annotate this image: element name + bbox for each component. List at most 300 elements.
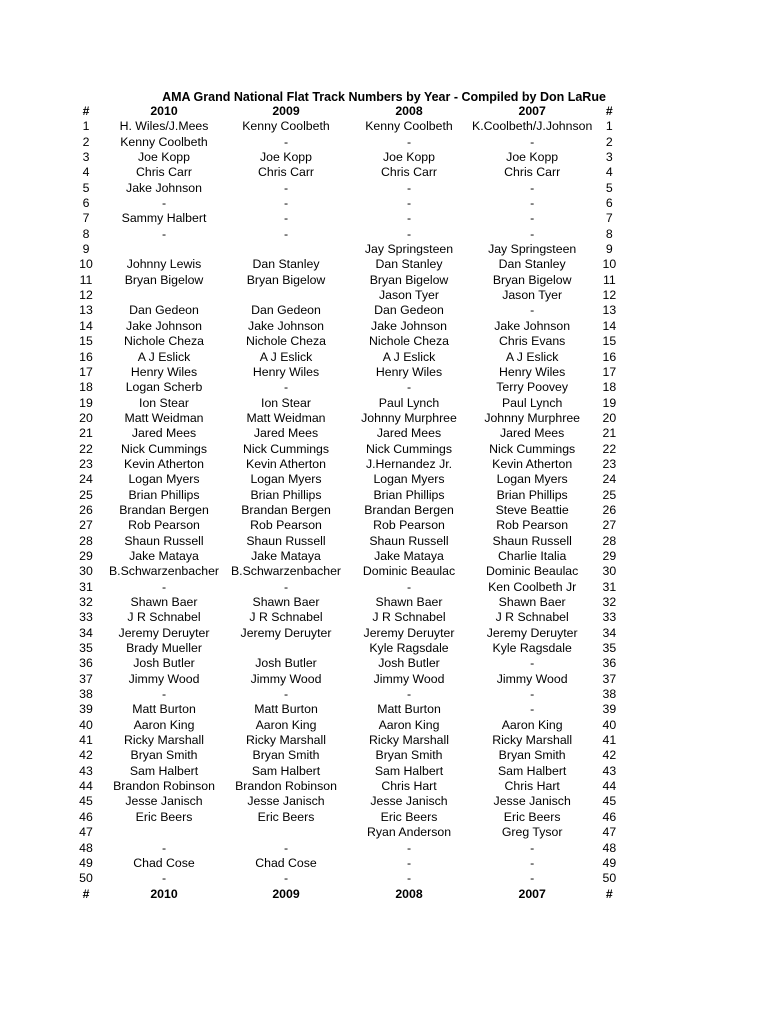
cell-2009: A J Eslick	[259, 349, 313, 364]
cell-2007: Jeremy Deruyter	[486, 625, 578, 640]
table-row	[70, 273, 626, 288]
table-row	[70, 687, 626, 702]
cell-number-left: 5	[82, 180, 90, 195]
cell-2007: -	[530, 180, 535, 195]
cell-2009: Rob Pearson	[250, 518, 322, 533]
cell-2010: Logan Scherb	[125, 380, 203, 395]
footer-year-2008: 2008	[395, 886, 423, 901]
cell-number-left: 41	[79, 733, 93, 748]
cell-number-right: 20	[602, 410, 617, 425]
table-row	[70, 503, 626, 518]
header-number-left: #	[82, 104, 90, 118]
table-row	[70, 426, 626, 441]
cell-2007: Greg Tysor	[501, 825, 563, 840]
cell-2009: B.Schwarzenbacher	[230, 564, 342, 579]
cell-2008: Jeremy Deruyter	[363, 625, 455, 640]
table-row	[70, 211, 626, 226]
table-row	[70, 518, 626, 533]
cell-2009	[226, 288, 346, 303]
table-row	[70, 196, 626, 211]
cell-2009: -	[283, 226, 289, 241]
table-row	[70, 181, 626, 196]
cell-2010: Bryan Bigelow	[124, 272, 204, 287]
cell-number-left: 15	[79, 334, 93, 349]
cell-number-left: 7	[82, 211, 90, 226]
footer-year-2009: 2009	[272, 886, 300, 901]
cell-number-left: 14	[79, 318, 93, 333]
cell-2008: Henry Wiles	[375, 364, 443, 379]
cell-2007: Bryan Smith	[498, 748, 566, 763]
cell-number-left: 49	[79, 855, 93, 870]
table-body	[70, 119, 626, 886]
cell-2009: Chris Carr	[257, 165, 315, 180]
footer-year-2010: 2010	[150, 886, 178, 901]
cell-number-right: 47	[602, 825, 617, 840]
cell-number-left: 27	[79, 518, 93, 533]
table-row	[70, 841, 626, 856]
cell-number-right: 42	[602, 748, 617, 763]
header-year-2009: 2009	[272, 104, 300, 118]
cell-number-right: 43	[602, 763, 617, 778]
cell-number-left: 40	[79, 717, 93, 732]
cell-2008: -	[406, 687, 412, 702]
cell-2010: -	[161, 687, 167, 702]
cell-2008: Ricky Marshall	[369, 733, 449, 748]
footer-year-2007: 2007	[518, 886, 546, 901]
table-row	[70, 227, 626, 242]
cell-2008: Bryan Bigelow	[369, 272, 449, 287]
table-row	[70, 748, 626, 763]
cell-2009: Eric Beers	[257, 809, 315, 824]
cell-2010: Henry Wiles	[130, 364, 198, 379]
cell-2010: Brandon Robinson	[113, 779, 215, 794]
table-row	[70, 119, 626, 134]
cell-2010: A J Eslick	[137, 349, 191, 364]
table-row	[70, 626, 626, 641]
cell-number-left: 16	[79, 349, 93, 364]
cell-2007: Terry Poovey	[496, 380, 569, 395]
table-row	[70, 165, 626, 180]
cell-number-right: 50	[602, 871, 617, 886]
cell-number-right: 1	[605, 119, 613, 134]
cell-2010: Brady Mueller	[126, 641, 202, 656]
cell-2007: Chris Hart	[504, 779, 560, 794]
cell-number-left: 33	[79, 610, 93, 625]
table-row	[70, 257, 626, 272]
cell-number-left: 6	[82, 196, 90, 211]
cell-2007: Kyle Ragsdale	[492, 641, 572, 656]
cell-2008: -	[406, 180, 412, 195]
table-row	[70, 810, 626, 825]
cell-2007: Rob Pearson	[496, 518, 569, 533]
footer-number-right: #	[605, 886, 613, 901]
cell-number-left: 48	[79, 840, 93, 855]
table-row	[70, 656, 626, 671]
cell-2008: Aaron King	[378, 717, 440, 732]
cell-2009: Kevin Atherton	[246, 456, 326, 471]
table-row	[70, 856, 626, 871]
cell-2009: Nick Cummings	[242, 441, 330, 456]
cell-2010: Brian Phillips	[128, 487, 200, 502]
cell-number-left: 45	[79, 794, 93, 809]
cell-2009: Logan Myers	[250, 472, 322, 487]
cell-2009: Sam Halbert	[251, 763, 321, 778]
cell-2008: Chris Hart	[381, 779, 437, 794]
cell-2010: -	[161, 226, 167, 241]
cell-2007: -	[530, 687, 535, 702]
cell-2007: Joe Kopp	[506, 150, 559, 165]
cell-2010: J R Schnabel	[127, 610, 201, 625]
cell-2008: Dominic Beaulac	[362, 564, 456, 579]
cell-2010: Jeremy Deruyter	[118, 625, 210, 640]
cell-number-right: 10	[602, 257, 617, 272]
cell-number-left: 35	[79, 641, 93, 656]
cell-2007: Paul Lynch	[501, 395, 563, 410]
table-row	[70, 488, 626, 503]
cell-2009: Jake Johnson	[248, 318, 324, 333]
cell-2009: Nichole Cheza	[246, 334, 326, 349]
cell-2009: Jared Mees	[253, 426, 319, 441]
cell-2007: Henry Wiles	[499, 364, 566, 379]
cell-2009: -	[283, 134, 289, 149]
cell-2009: Dan Stanley	[252, 257, 320, 272]
table-row	[70, 702, 626, 717]
cell-2009: Chad Cose	[255, 855, 317, 870]
cell-number-left: 26	[79, 502, 93, 517]
cell-2009: Ion Stear	[261, 395, 311, 410]
cell-2008: Nick Cummings	[365, 441, 453, 456]
cell-number-right: 33	[602, 610, 617, 625]
cell-number-right: 46	[602, 809, 617, 824]
cell-2007: Dan Stanley	[498, 257, 566, 272]
cell-2009	[226, 242, 346, 257]
cell-2010: H. Wiles/J.Mees	[119, 119, 209, 134]
document-title: AMA Grand National Flat Track Numbers by Year - Compiled by Don LaRue	[162, 90, 606, 104]
footer-row	[70, 887, 626, 902]
cell-2010: Aaron King	[133, 717, 195, 732]
cell-2008: Jared Mees	[376, 426, 442, 441]
cell-2008: Jason Tyer	[379, 288, 439, 303]
cell-2008: Jimmy Wood	[373, 671, 445, 686]
cell-2010: Jimmy Wood	[128, 671, 200, 686]
cell-number-right: 9	[605, 242, 613, 257]
cell-2010: Brandan Bergen	[119, 502, 209, 517]
cell-2007: -	[530, 303, 535, 318]
cell-number-right: 48	[602, 840, 617, 855]
cell-2008: Sam Halbert	[374, 763, 444, 778]
cell-2010: Ion Stear	[139, 395, 189, 410]
cell-2008: -	[406, 211, 412, 226]
table-row	[70, 779, 626, 794]
cell-number-left: 21	[79, 426, 93, 441]
cell-2009: -	[283, 871, 289, 886]
cell-number-left: 12	[79, 288, 93, 303]
cell-2009: Josh Butler	[255, 656, 317, 671]
cell-number-left: 19	[79, 395, 93, 410]
cell-2008: J.Hernandez Jr.	[365, 456, 453, 471]
cell-2009	[226, 825, 346, 840]
cell-number-right: 31	[602, 579, 617, 594]
cell-number-right: 36	[602, 656, 617, 671]
cell-2009: Ricky Marshall	[246, 733, 326, 748]
table-row	[70, 135, 626, 150]
table-row	[70, 549, 626, 564]
cell-2007: -	[530, 656, 535, 671]
cell-2009: Shaun Russell	[246, 533, 326, 548]
cell-number-right: 2	[605, 134, 613, 149]
cell-2007: Jason Tyer	[502, 288, 563, 303]
cell-2010: Sam Halbert	[129, 763, 199, 778]
cell-2007: -	[530, 855, 535, 870]
cell-2009: Shawn Baer	[252, 595, 320, 609]
cell-2010: Chris Carr	[135, 165, 193, 180]
table-row	[70, 150, 626, 165]
cell-number-left: 46	[79, 809, 93, 824]
cell-number-right: 15	[602, 334, 617, 349]
cell-2008: Jake Johnson	[371, 318, 447, 333]
cell-2010: Matt Weidman	[124, 410, 204, 425]
cell-number-right: 45	[602, 794, 617, 809]
cell-2008: Dan Gedeon	[374, 303, 444, 318]
cell-number-left: 9	[82, 242, 90, 257]
cell-2010	[102, 242, 226, 257]
cell-2009: Kenny Coolbeth	[242, 119, 330, 134]
cell-2010: Chad Cose	[133, 855, 195, 870]
cell-2007: Jake Johnson	[494, 318, 571, 333]
table-row	[70, 350, 626, 365]
cell-number-left: 28	[79, 533, 93, 548]
cell-number-right: 3	[605, 150, 613, 165]
table-row	[70, 794, 626, 809]
cell-2010: -	[161, 196, 167, 211]
cell-2009: -	[283, 196, 289, 211]
cell-number-right: 22	[602, 441, 617, 456]
cell-2008: Rob Pearson	[373, 518, 445, 533]
cell-number-right: 6	[605, 196, 613, 211]
table-row	[70, 672, 626, 687]
cell-2008: J R Schnabel	[372, 610, 446, 625]
cell-number-right: 8	[605, 226, 613, 241]
table-row	[70, 641, 626, 656]
cell-number-left: 36	[79, 656, 93, 671]
cell-number-left: 1	[82, 119, 90, 134]
cell-2009	[226, 641, 346, 656]
cell-2009: -	[283, 687, 289, 702]
cell-2009: Bryan Bigelow	[246, 272, 326, 287]
cell-number-right: 39	[602, 702, 617, 717]
cell-number-right: 28	[602, 533, 617, 548]
table-row	[70, 718, 626, 733]
cell-2009: Bryan Smith	[252, 748, 320, 763]
cell-2007: -	[530, 702, 535, 717]
cell-2007: Eric Beers	[503, 809, 561, 824]
cell-number-left: 31	[79, 579, 93, 594]
cell-number-left: 2	[82, 134, 90, 149]
cell-2010: Joe Kopp	[138, 150, 190, 165]
cell-2007: Chris Evans	[499, 334, 566, 349]
cell-2009: Jeremy Deruyter	[240, 625, 332, 640]
cell-2008: Chris Carr	[380, 165, 438, 180]
cell-2008: Joe Kopp	[383, 150, 435, 165]
cell-2009: Henry Wiles	[252, 364, 320, 379]
cell-2008: A J Eslick	[382, 349, 436, 364]
header-year-2008: 2008	[395, 104, 423, 118]
cell-2010	[102, 825, 226, 840]
cell-2008: -	[406, 196, 412, 211]
cell-number-left: 25	[79, 487, 93, 502]
cell-2007: Shawn Baer	[498, 595, 566, 609]
cell-number-right: 26	[602, 502, 617, 517]
cell-number-right: 14	[602, 318, 617, 333]
cell-2008: Johnny Murphree	[361, 410, 457, 425]
cell-number-right: 16	[602, 349, 617, 364]
cell-2007: -	[530, 196, 535, 211]
cell-number-left: 38	[79, 687, 93, 702]
cell-2009: Matt Weidman	[246, 410, 326, 425]
cell-2009: -	[283, 211, 289, 226]
cell-2010: Shaun Russell	[124, 533, 204, 548]
cell-2008: Jesse Janisch	[370, 794, 448, 809]
cell-number-right: 29	[602, 548, 617, 563]
cell-2009: -	[283, 579, 289, 594]
cell-number-right: 4	[605, 165, 613, 180]
cell-number-left: 4	[82, 165, 90, 180]
cell-2008: -	[406, 855, 412, 870]
table-row	[70, 411, 626, 426]
cell-number-right: 5	[605, 180, 613, 195]
cell-number-left: 3	[82, 150, 90, 165]
cell-2010: Kevin Atherton	[124, 456, 204, 471]
cell-2008: -	[406, 579, 412, 594]
cell-2009: Dan Gedeon	[251, 303, 321, 318]
cell-2009: Joe Kopp	[260, 150, 312, 165]
cell-number-right: 37	[602, 671, 617, 686]
footer-number-left: #	[82, 886, 90, 901]
cell-2010: Jake Johnson	[126, 180, 202, 195]
table-row	[70, 319, 626, 334]
header-year-2010: 2010	[150, 104, 178, 118]
cell-2009: Matt Burton	[254, 702, 318, 717]
cell-2008: Jay Springsteen	[364, 242, 454, 257]
cell-2008: Logan Myers	[373, 472, 445, 487]
header-row	[70, 104, 626, 119]
cell-number-left: 8	[82, 226, 90, 241]
cell-2010: Jesse Janisch	[125, 794, 203, 809]
cell-2008: Shaun Russell	[369, 533, 449, 548]
cell-2008: Shawn Baer	[375, 595, 443, 609]
cell-2008: Nichole Cheza	[369, 334, 449, 349]
table-row	[70, 396, 626, 411]
cell-2007: Logan Myers	[496, 472, 568, 487]
cell-2010: Logan Myers	[128, 472, 200, 487]
cell-2008: Ryan Anderson	[366, 825, 452, 840]
cell-2010: Rob Pearson	[128, 518, 200, 533]
cell-2007: Shaun Russell	[492, 533, 572, 548]
cell-2007: Chris Carr	[504, 165, 561, 180]
table-row	[70, 242, 626, 257]
cell-number-right: 32	[602, 595, 617, 609]
cell-number-right: 35	[602, 641, 617, 656]
cell-number-left: 42	[79, 748, 93, 763]
table-row	[70, 580, 626, 595]
cell-2010: Eric Beers	[135, 809, 193, 824]
cell-2008: Matt Burton	[377, 702, 441, 717]
cell-number-left: 22	[79, 441, 93, 456]
cell-2007: Nick Cummings	[489, 441, 576, 456]
table-row	[70, 334, 626, 349]
cell-2007: Bryan Bigelow	[492, 272, 572, 287]
cell-2010: Jake Mataya	[129, 548, 199, 563]
table-row	[70, 733, 626, 748]
cell-number-left: 30	[79, 564, 93, 579]
cell-number-left: 23	[79, 456, 93, 471]
cell-number-right: 7	[605, 211, 613, 226]
table-row	[70, 457, 626, 472]
cell-number-right: 24	[602, 472, 617, 487]
cell-2008: Kyle Ragsdale	[369, 641, 449, 656]
cell-2007: -	[530, 211, 535, 226]
cell-number-left: 34	[79, 625, 93, 640]
cell-number-left: 47	[79, 825, 93, 840]
cell-2007: Jimmy Wood	[496, 671, 568, 686]
cell-2010: Johnny Lewis	[126, 257, 202, 272]
cell-2010: Shawn Baer	[130, 595, 198, 609]
cell-2010: Matt Burton	[132, 702, 196, 717]
cell-2007: Kevin Atherton	[492, 456, 573, 471]
cell-2009: Aaron King	[255, 717, 317, 732]
cell-number-right: 19	[602, 395, 617, 410]
cell-number-right: 38	[602, 687, 617, 702]
cell-2007: Steve Beattie	[495, 502, 569, 517]
cell-2008: Paul Lynch	[378, 395, 440, 410]
cell-number-left: 44	[79, 779, 93, 794]
cell-2008: Brandan Bergen	[364, 502, 454, 517]
cell-2007: J R Schnabel	[495, 610, 569, 625]
cell-number-left: 37	[79, 671, 93, 686]
cell-2010: -	[161, 871, 167, 886]
cell-number-left: 11	[79, 272, 93, 287]
cell-2008: -	[406, 871, 412, 886]
cell-number-right: 23	[602, 456, 617, 471]
cell-number-right: 21	[602, 426, 617, 441]
cell-2008: -	[406, 134, 412, 149]
cell-number-right: 44	[602, 779, 617, 794]
cell-2009: Jimmy Wood	[250, 671, 322, 686]
cell-2009: -	[283, 840, 289, 855]
cell-number-right: 17	[602, 364, 617, 379]
cell-2010: Josh Butler	[133, 656, 195, 671]
cell-2010: -	[161, 579, 167, 594]
cell-2009: Brandan Bergen	[241, 502, 331, 517]
cell-number-left: 24	[79, 472, 93, 487]
cell-2007: -	[530, 134, 535, 149]
table-row	[70, 472, 626, 487]
cell-2007: Jared Mees	[500, 426, 565, 441]
cell-2009: -	[283, 380, 289, 395]
cell-2010: Sammy Halbert	[121, 211, 207, 226]
cell-number-right: 30	[602, 564, 617, 579]
table-row	[70, 871, 626, 886]
cell-2008: Bryan Smith	[375, 748, 443, 763]
header-number-right: #	[605, 104, 613, 118]
table-row	[70, 534, 626, 549]
cell-2008: Dan Stanley	[375, 257, 443, 272]
cell-number-right: 49	[602, 855, 617, 870]
cell-2007: Charlie Italia	[497, 548, 567, 563]
cell-2007: Ken Coolbeth Jr	[488, 579, 577, 594]
cell-number-left: 20	[79, 410, 93, 425]
cell-2008: -	[406, 380, 412, 395]
